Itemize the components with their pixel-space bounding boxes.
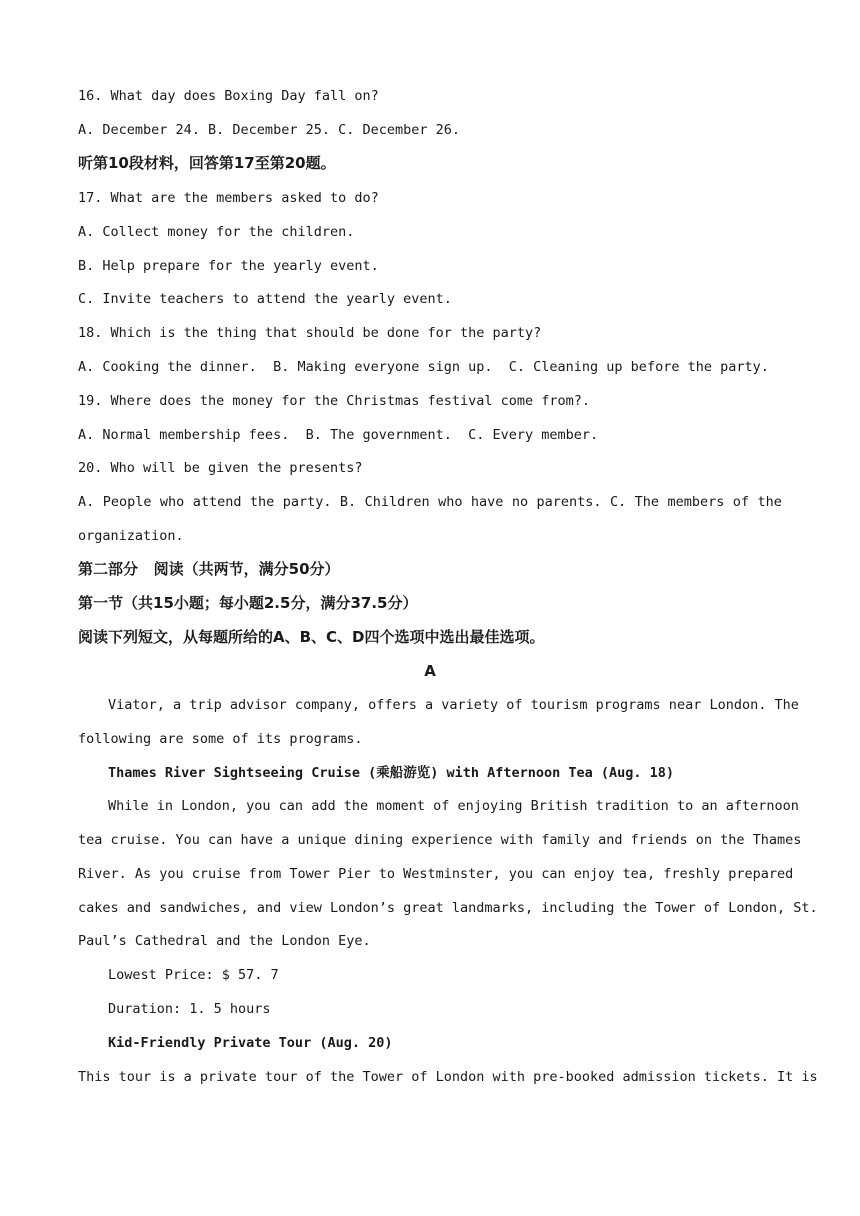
program-2-title: Kid-Friendly Private Tour (Aug. 20): [108, 1035, 393, 1051]
program-1-line-4: cakes and sandwiches, and view London’s great landmarks, including the Tower of London, St.: [78, 900, 818, 916]
question-17: 17. What are the members asked to do?: [78, 190, 379, 206]
part-2-heading: 第二部分 阅读（共两节，满分50分）: [78, 560, 340, 578]
question-20-word: parents.: [536, 494, 602, 510]
question-20-word: attend: [192, 494, 242, 510]
intro-line-2: following are some of its programs.: [78, 731, 363, 747]
program-1-line-3: River. As you cruise from Tower Pier to Westminster, you can enjoy tea, freshly prepared: [78, 866, 794, 882]
question-18-options: A. Cooking the dinner. B. Making everyone sign up. C. Cleaning up before the party.: [78, 359, 769, 375]
question-19-options: A. Normal membership fees. B. The government. C. Every member.: [78, 427, 599, 443]
question-20-word: A.: [78, 494, 95, 510]
program-1-line-2: tea cruise. You can have a unique dining experience with family and friends on the Thames: [78, 832, 802, 848]
question-16: 16. What day does Boxing Day fall on?: [78, 88, 379, 104]
question-20-word: the: [757, 494, 782, 510]
question-20-word: Children: [364, 494, 430, 510]
reading-instructions: 阅读下列短文，从每题所给的A、B、C、D四个选项中选出最佳选项。: [78, 628, 545, 646]
section-1-heading: 第一节（共15小题；每小题2.5分，满分37.5分）: [78, 594, 418, 612]
section-10-heading: 听第10段材料，回答第17至第20题。: [78, 154, 336, 172]
question-20-word: of: [732, 494, 750, 510]
question-20-word: have: [470, 494, 504, 510]
program-2-line-1: This tour is a private tour of the Tower of London with pre-booked admission tickets. It is: [78, 1069, 818, 1085]
question-20-word: party.: [282, 494, 332, 510]
question-20-word: who: [159, 494, 185, 510]
question-20-word: B.: [339, 494, 357, 510]
question-20-options: [78, 492, 782, 512]
program-1-title: Thames River Sightseeing Cruise (乘船游览) with Afternoon Tea (Aug. 18): [108, 765, 675, 781]
question-20-word: the: [249, 494, 275, 510]
passage-label: A: [424, 662, 436, 680]
question-19: 19. Where does the money for the Christmas festival come from?.: [78, 393, 591, 409]
question-17-option-b: B. Help prepare for the yearly event.: [78, 258, 379, 274]
question-17-option-c: C. Invite teachers to attend the yearly event.: [78, 291, 452, 307]
question-16-options: A. December 24. B. December 25. C. December 26.: [78, 122, 461, 138]
question-20-word: members: [667, 494, 725, 510]
question-20-word: no: [511, 494, 529, 510]
question-20-word: who: [438, 494, 463, 510]
question-17-option-a: A. Collect money for the children.: [78, 224, 355, 240]
program-1-line-1: While in London, you can add the moment of enjoying British tradition to an afternoon: [108, 798, 799, 814]
program-1-price: Lowest Price: $ 57. 7: [108, 967, 279, 983]
program-1-line-5: Paul’s Cathedral and the London Eye.: [78, 933, 371, 949]
question-20-word: People: [102, 494, 152, 510]
question-20-options-continued: organization.: [78, 528, 184, 544]
question-20-word: C.: [609, 494, 627, 510]
program-1-duration: Duration: 1. 5 hours: [108, 1001, 271, 1017]
question-20-word: The: [634, 494, 660, 510]
question-20: 20. Who will be given the presents?: [78, 460, 363, 476]
intro-line-1: Viator, a trip advisor company, offers a variety of tourism programs near London. The: [108, 697, 799, 713]
question-18: 18. Which is the thing that should be done for the party?: [78, 325, 542, 341]
